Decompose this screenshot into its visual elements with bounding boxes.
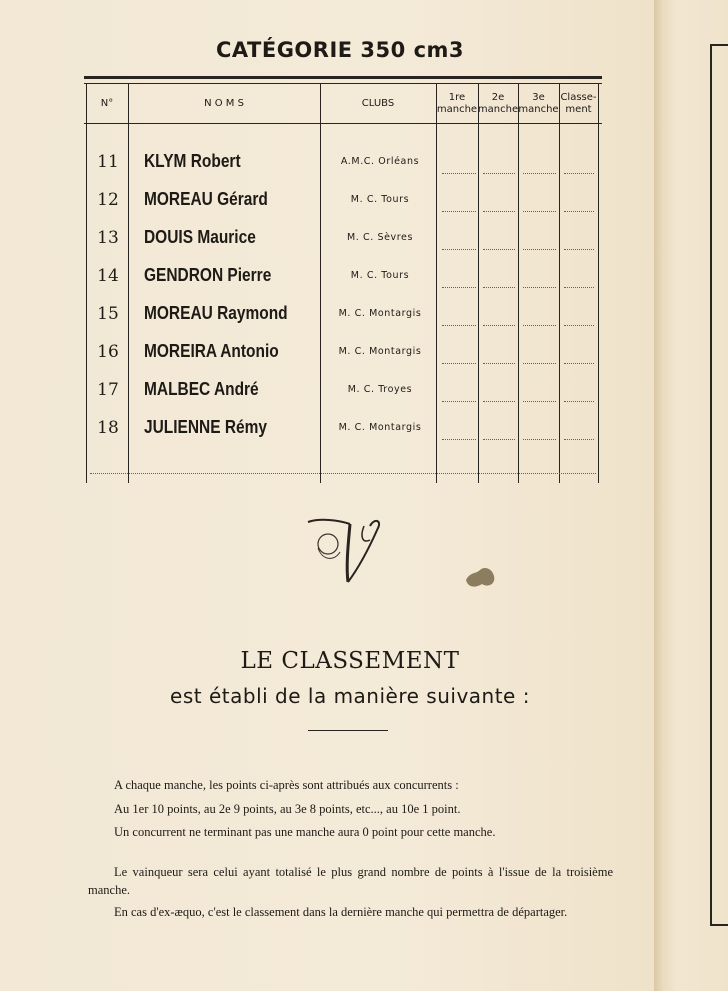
table-row	[84, 371, 602, 409]
rider-club: A.M.C. Orléans	[340, 156, 420, 167]
rider-name: MALBEC André	[144, 379, 259, 399]
rule-paragraph-5: En cas d'ex-æquo, c'est le classement dans la dernière manche qui permettra de départager.	[114, 905, 568, 919]
rider-name: MOREAU Gérard	[144, 189, 268, 209]
rider-number: 15	[97, 304, 119, 324]
rider-number: 18	[97, 418, 119, 438]
divider	[308, 730, 388, 731]
score-blank	[564, 287, 594, 288]
header-classement: Classe- ment	[560, 92, 597, 115]
rule-paragraph-4: Le vainqueur sera celui ayant totalisé le plus grand nombre de points à l'issue de la troisième manche.	[88, 865, 613, 897]
header-num: N°	[100, 98, 114, 109]
decorative-monogram-icon	[300, 516, 390, 586]
rider-club: M. C. Sèvres	[346, 232, 414, 243]
header-manche-3: 3e manche	[518, 92, 559, 115]
rider-club: M. C. Tours	[350, 270, 410, 281]
score-blank	[442, 439, 476, 440]
score-blank	[523, 325, 556, 326]
header-clubs: CLUBS	[361, 98, 395, 109]
table-row	[84, 409, 602, 447]
score-blank	[564, 211, 594, 212]
rider-number: 14	[97, 266, 119, 286]
score-blank	[483, 401, 515, 402]
table-row	[84, 333, 602, 371]
rider-name: MOREAU Raymond	[144, 303, 288, 323]
header-noms: N O M S	[204, 98, 244, 109]
score-blank	[442, 249, 476, 250]
table-row	[84, 143, 602, 181]
score-blank	[483, 173, 515, 174]
score-blank	[564, 439, 594, 440]
next-page-frame	[710, 44, 728, 926]
ink-stain	[462, 562, 502, 592]
rider-club: M. C. Tours	[350, 194, 410, 205]
score-blank	[442, 401, 476, 402]
rider-club: M. C. Montargis	[338, 308, 422, 319]
score-blank	[442, 211, 476, 212]
score-blank	[564, 363, 594, 364]
rule-paragraph-1: A chaque manche, les points ci-après sont attribués aux concurrents :	[114, 778, 459, 792]
score-blank	[564, 325, 594, 326]
results-table	[84, 76, 602, 483]
score-blank	[523, 249, 556, 250]
score-blank	[483, 211, 515, 212]
score-blank	[442, 325, 476, 326]
rider-name: DOUIS Maurice	[144, 227, 256, 247]
table-row	[84, 219, 602, 257]
rule-paragraph-2: Au 1er 10 points, au 2e 9 points, au 3e 8 points, etc..., au 10e 1 point.	[114, 802, 461, 816]
category-title: CATÉGORIE 350 cm3	[215, 38, 465, 62]
rider-club: M. C. Montargis	[338, 346, 422, 357]
table-row	[84, 257, 602, 295]
score-blank	[483, 363, 515, 364]
rider-number: 17	[97, 380, 119, 400]
score-blank	[442, 173, 476, 174]
score-blank	[483, 249, 515, 250]
rider-name: JULIENNE Rémy	[144, 417, 268, 437]
rule-paragraph-3: Un concurrent ne terminant pas une manche aura 0 point pour cette manche.	[114, 825, 496, 839]
score-blank	[564, 173, 594, 174]
score-blank	[483, 439, 515, 440]
rider-number: 13	[97, 228, 119, 248]
rider-club: M. C. Montargis	[338, 422, 422, 433]
rider-name: KLYM Robert	[144, 151, 241, 171]
score-blank	[523, 439, 556, 440]
score-blank	[523, 287, 556, 288]
section-heading: LE CLASSEMENT	[240, 648, 460, 674]
score-blank	[564, 249, 594, 250]
header-manche-2: 2e manche	[477, 92, 519, 115]
header-manche-1: 1re manche	[436, 92, 478, 115]
score-blank	[483, 287, 515, 288]
score-blank	[523, 173, 556, 174]
rider-name: MOREIRA Antonio	[144, 341, 279, 361]
rider-number: 16	[97, 342, 119, 362]
score-blank	[523, 363, 556, 364]
table-row	[84, 295, 602, 333]
rider-number: 11	[97, 152, 119, 172]
empty-row-line	[90, 473, 596, 474]
rider-name: GENDRON Pierre	[144, 265, 272, 285]
score-blank	[523, 401, 556, 402]
score-blank	[442, 363, 476, 364]
rider-club: M. C. Troyes	[347, 384, 413, 395]
score-blank	[523, 211, 556, 212]
rider-number: 12	[97, 190, 119, 210]
table-row	[84, 181, 602, 219]
score-blank	[483, 325, 515, 326]
section-subheading: est établi de la manière suivante :	[170, 684, 530, 708]
score-blank	[442, 287, 476, 288]
score-blank	[564, 401, 594, 402]
